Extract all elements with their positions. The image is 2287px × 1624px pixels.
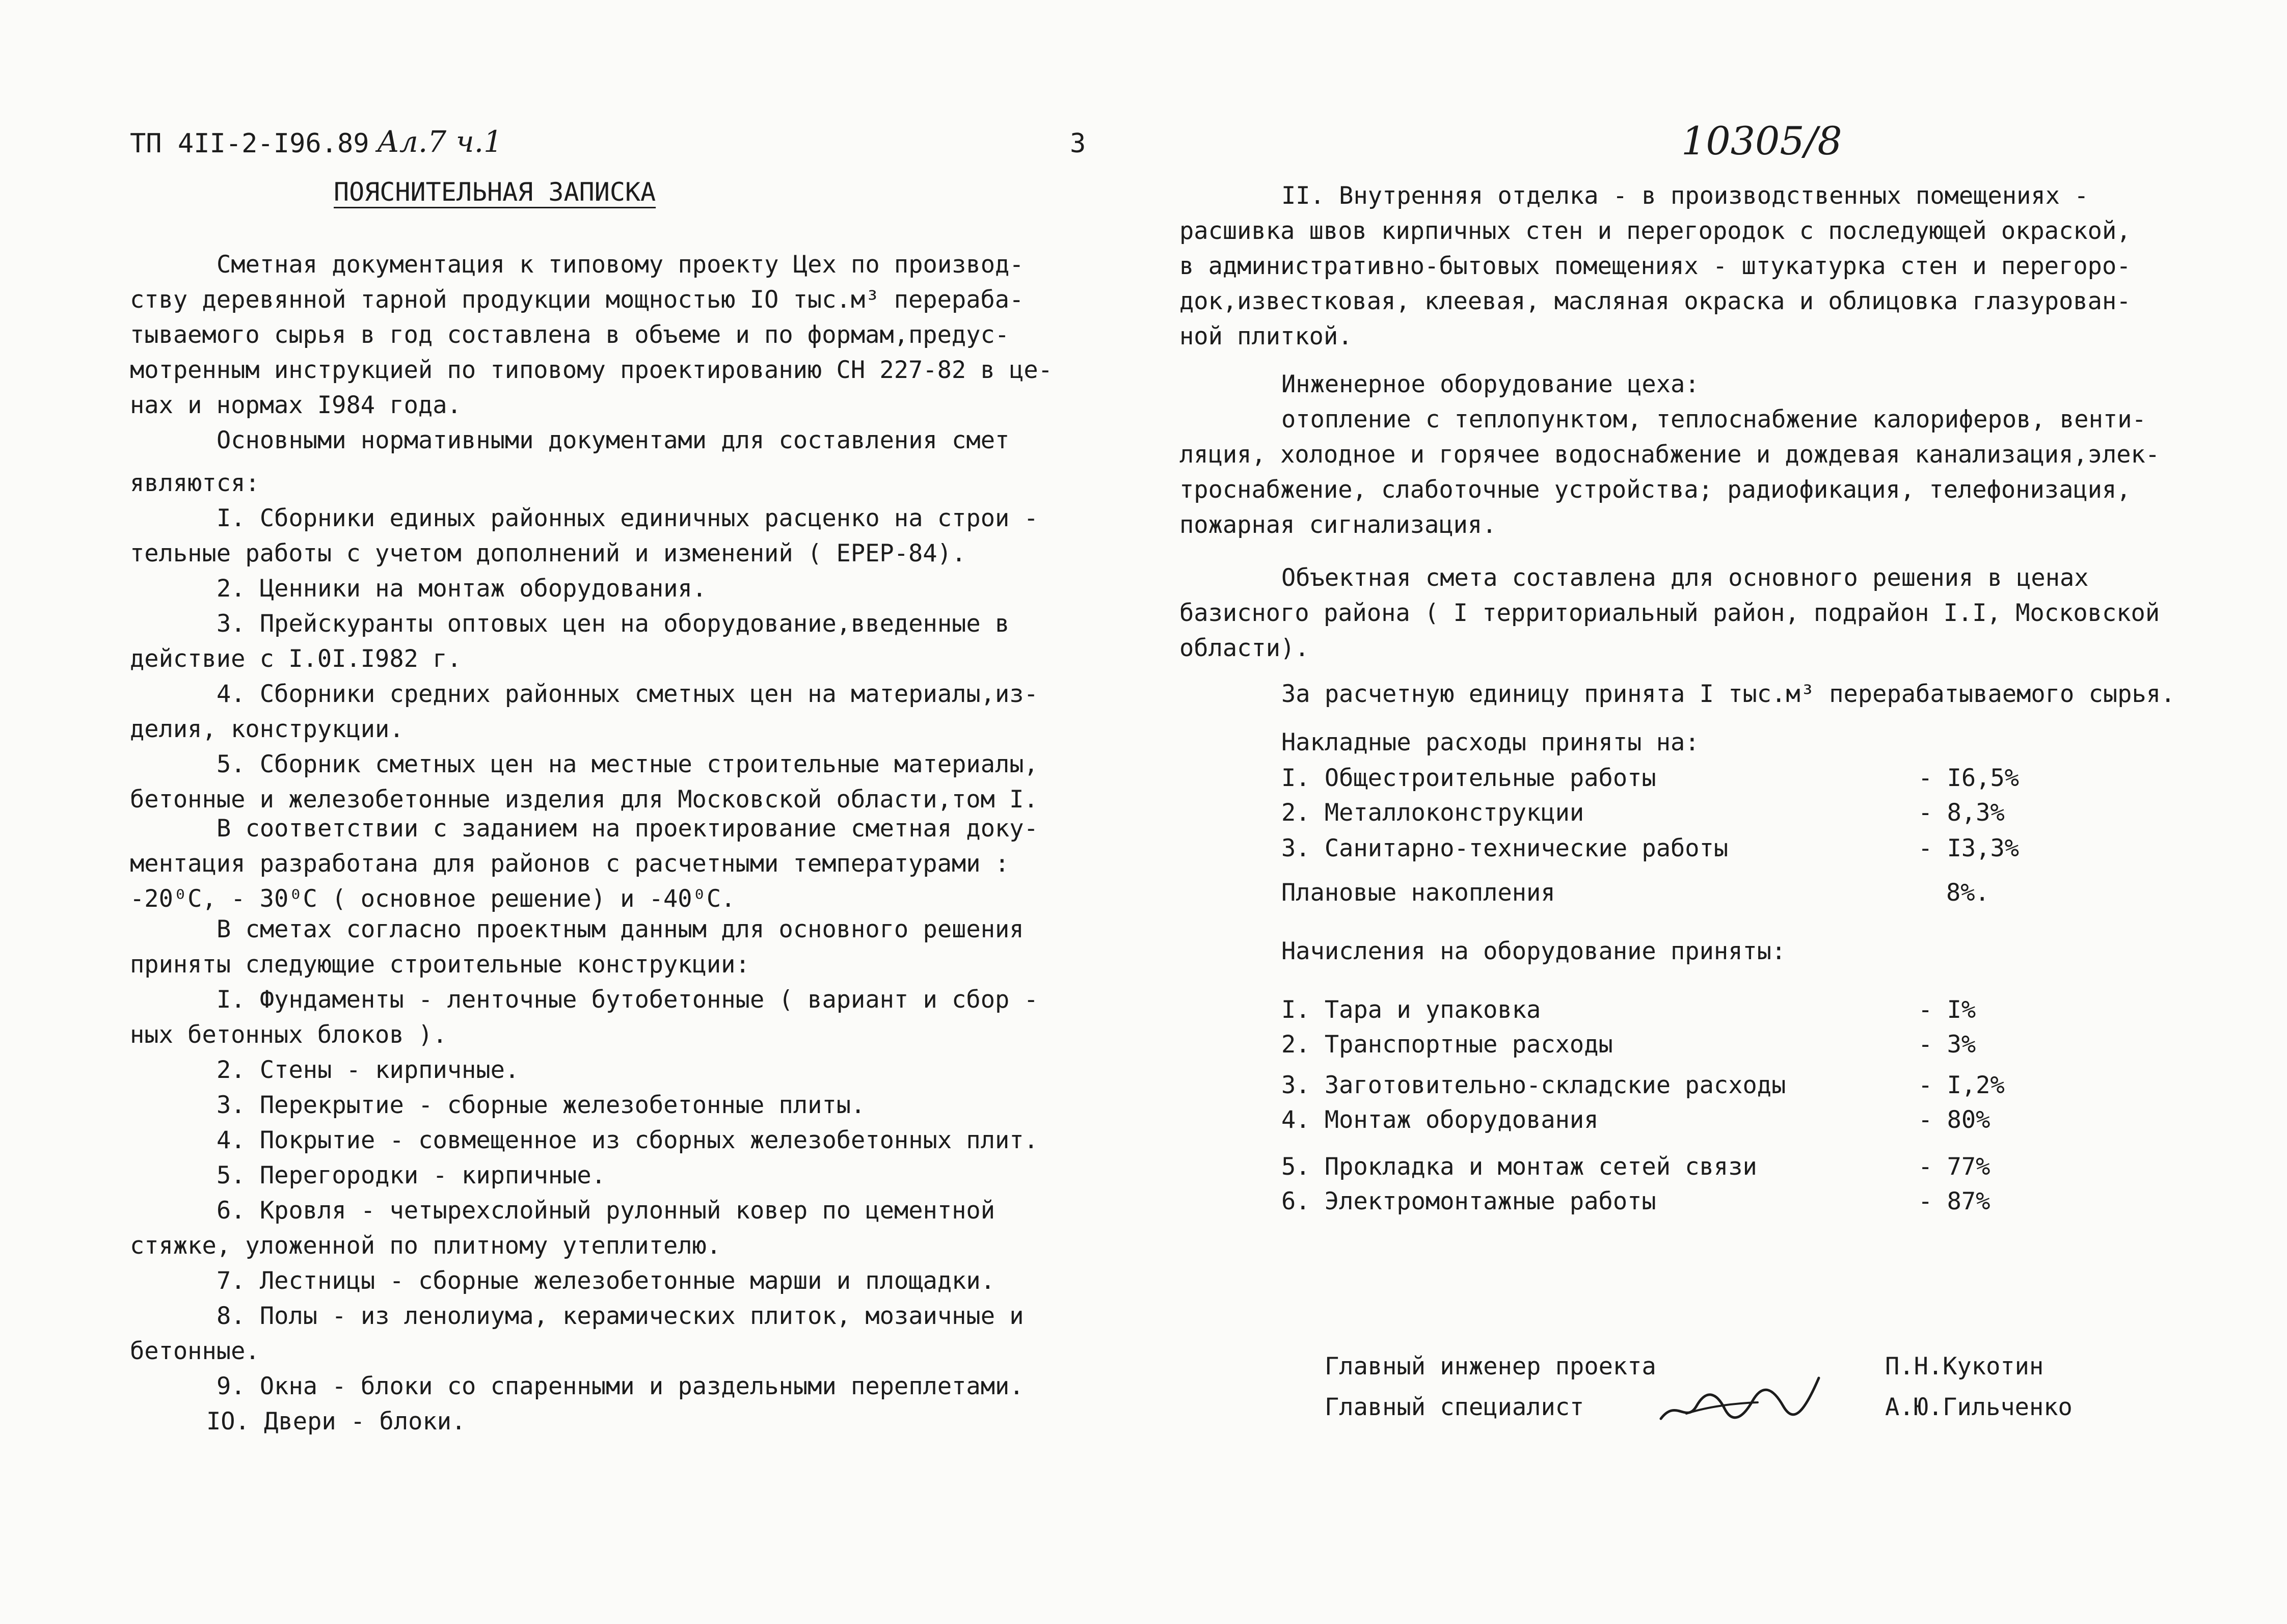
signatory-role: Главный специалист [1325, 1393, 1584, 1421]
equipment-item: 2. Транспортные расходы [1281, 1031, 1613, 1059]
text-line: В сметах согласно проектным данным для основного решения [217, 915, 1024, 943]
sheet-note-handwritten: Ал.7 ч.1 [377, 124, 503, 159]
signatory-role: Главный инженер проекта [1325, 1352, 1656, 1381]
planned-savings-value: 8%. [1946, 879, 1989, 907]
equipment-item: 3. Заготовительно-складские расходы [1281, 1071, 1786, 1099]
overhead-item: 3. Санитарно-технические работы [1281, 834, 1729, 862]
planned-savings-label: Плановые накопления [1281, 879, 1555, 907]
text-line: Основными нормативными документами для составления смет [217, 426, 1010, 454]
text-line: расшивка швов кирпичных стен и перегородок с последующей окраской, [1179, 217, 2131, 245]
archive-number-handwritten: 10305/8 [1681, 118, 1842, 164]
text-line: II. Внутренняя отделка - в производственных помещениях - [1281, 182, 2089, 210]
equipment-value: - I% [1918, 996, 1976, 1024]
text-line: Сметная документация к типовому проекту Цех по производ- [217, 251, 1024, 279]
text-line: док,известковая, клеевая, масляная окраска и облицовка глазурован- [1179, 287, 2131, 315]
finishing-paragraph [1179, 178, 2198, 354]
list-item: 7. Лестницы - сборные железобетонные марши и площадки. [217, 1267, 995, 1295]
overhead-item: 2. Металлоконструкции [1281, 799, 1584, 827]
list-item-continuation: бетонные и железобетонные изделия для Московской области,том I. [130, 786, 1038, 814]
text-line: -20⁰С, - 30⁰С ( основное решение) и -40⁰С. [130, 885, 736, 913]
text-line: Объектная смета составлена для основного решения в ценах [1281, 564, 2089, 592]
list-item: 2. Ценники на монтаж оборудования. [217, 575, 707, 603]
text-line: в административно-бытовых помещениях - штукатурка стен и перегоро- [1179, 252, 2131, 280]
equipment-value: - I,2% [1918, 1071, 2005, 1099]
overhead-value: - 8,3% [1918, 799, 2005, 827]
handwritten-signature [1656, 1358, 1824, 1434]
list-item: I. Фундаменты - ленточные бутобетонные ( вариант и сбор - [217, 986, 1038, 1014]
equipment-value: - 87% [1918, 1187, 1990, 1215]
text-line: ной плиткой. [1179, 322, 1353, 350]
list-item-continuation: действие с I.0I.I982 г. [130, 645, 462, 673]
text-line: ментация разработана для районов с расчетными температурами : [130, 850, 1010, 878]
overhead-title: Накладные расходы приняты на: [1281, 728, 1700, 756]
equipment-item: I. Тара и упаковка [1281, 996, 1541, 1024]
section-heading: Инженерное оборудование цеха: [1281, 370, 1700, 398]
normative-documents [130, 423, 1062, 817]
text-line: мотренным инструкцией по типовому проектированию СН 227-82 в це- [130, 356, 1053, 384]
list-item: 5. Перегородки - кирпичные. [217, 1161, 606, 1189]
list-item: 3. Перекрытие - сборные железобетонные плиты. [217, 1091, 866, 1119]
text-line: троснабжение, слаботочные устройства; радиофикация, телефонизация, [1179, 476, 2131, 504]
list-item-continuation: ных бетонных блоков ). [130, 1021, 447, 1049]
equipment-item: 5. Прокладка и монтаж сетей связи [1281, 1153, 1757, 1181]
list-item-continuation: делия, конструкции. [130, 715, 404, 743]
list-item: IO. Двери - блоки. [206, 1408, 466, 1436]
text-line: ляция, холодное и горячее водоснабжение и дождевая канализация,элек- [1179, 441, 2160, 469]
list-item-continuation: тельные работы с учетом дополнений и изменений ( ЕРЕР-84). [130, 539, 966, 567]
assignment-paragraph [130, 811, 1062, 916]
list-item-continuation: бетонные. [130, 1337, 260, 1365]
equipment-title: Начисления на оборудование приняты: [1281, 937, 1786, 965]
text-line: пожарная сигнализация. [1179, 511, 1497, 539]
text-line: базисного района ( I территориальный район, подрайон I.I, Московской [1179, 599, 2160, 627]
text-line: являются: [130, 469, 260, 497]
overhead-value: - I3,3% [1918, 834, 2020, 862]
list-item: 9. Окна - блоки со спаренными и раздельными переплетами. [217, 1372, 1024, 1400]
overhead-value: - I6,5% [1918, 764, 2020, 792]
intro-paragraph [130, 247, 1062, 423]
equipment-value: - 77% [1918, 1153, 1990, 1181]
engineering-paragraph [1179, 367, 2198, 543]
list-item: 8. Полы - из ленолиума, керамических плиток, мозаичные и [217, 1302, 1024, 1330]
list-item: 4. Сборники средних районных сметных цен на материалы,из- [217, 680, 1038, 708]
text-line: тываемого сырья в год составлена в объеме и по формам,предус- [130, 321, 1010, 349]
equipment-item: 4. Монтаж оборудования [1281, 1106, 1599, 1134]
text-line: отопление с теплопунктом, теплоснабжение калориферов, венти- [1281, 405, 2146, 434]
list-item: 6. Кровля - четырехслойный рулонный ковер по цементной [217, 1197, 995, 1225]
list-item-continuation: стяжке, уложенной по плитному утеплителю. [130, 1232, 721, 1260]
equipment-value: - 3% [1918, 1031, 1976, 1059]
calculation-unit: За расчетную единицу принята I тыс.м³ перерабатываемого сырья. [1281, 680, 2175, 708]
document-code: ТП 4II-2-I96.89 [130, 128, 369, 159]
list-item: 4. Покрытие - совмещенное из сборных железобетонных плит. [217, 1126, 1038, 1154]
overhead-item: I. Общестроительные работы [1281, 764, 1656, 792]
estimate-paragraph [1179, 560, 2198, 666]
list-item: 5. Сборник сметных цен на местные строительные материалы, [217, 750, 1038, 778]
list-item: 2. Стены - кирпичные. [217, 1056, 520, 1084]
list-item: 3. Прейскуранты оптовых цен на оборудование,введенные в [217, 610, 1010, 638]
constructions-list [130, 912, 1062, 1439]
text-line: В соответствии с заданием на проектирование сметная доку- [217, 815, 1038, 843]
equipment-value: - 80% [1918, 1106, 1990, 1134]
text-line: нах и нормах I984 года. [130, 391, 462, 419]
page-title: ПОЯСНИТЕЛЬНАЯ ЗАПИСКА [334, 177, 656, 207]
list-item: I. Сборники единых районных единичных расценко на строи - [217, 504, 1038, 532]
page-number: 3 [1070, 128, 1086, 159]
text-line: ству деревянной тарной продукции мощностью IO тыс.м³ перераба- [130, 286, 1024, 314]
equipment-item: 6. Электромонтажные работы [1281, 1187, 1656, 1215]
text-line: области). [1179, 634, 1309, 662]
signatory-name: П.Н.Кукотин [1885, 1352, 2044, 1381]
signatory-name: А.Ю.Гильченко [1885, 1393, 2073, 1421]
text-line: приняты следующие строительные конструкции: [130, 951, 750, 979]
